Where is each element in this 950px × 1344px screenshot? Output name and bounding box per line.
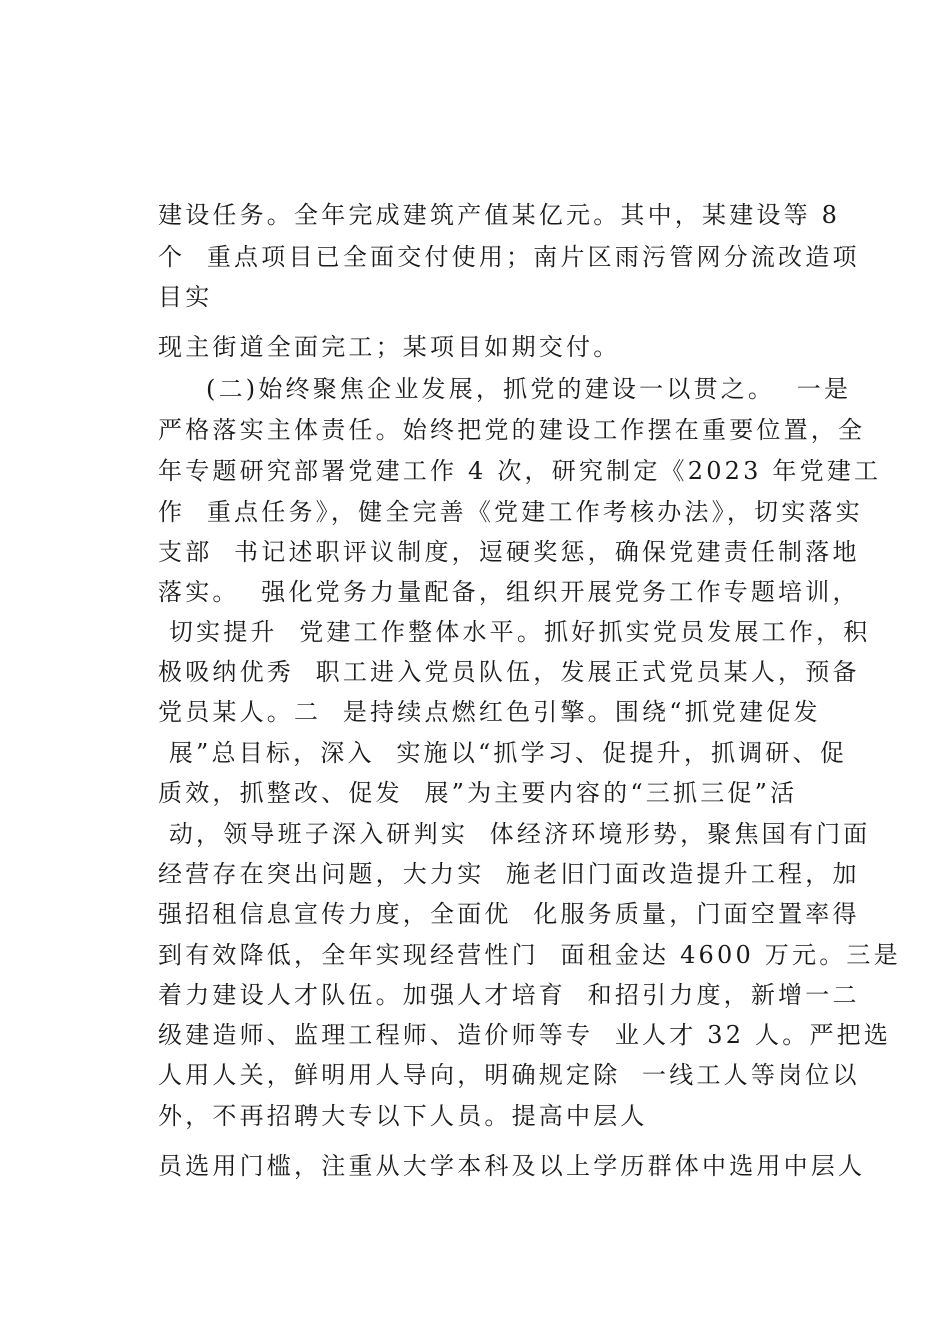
text-line: 动，领导班子深入研判实 体经济环境形势，聚焦国有门面 [158,820,871,848]
text-line: 作 重点任务》，健全完善《党建工作考核办法》，切实落实 [158,498,863,526]
text-line: 员选用门槛，注重从大学本科及以上学历群体中选用中层人 [158,1152,866,1180]
text-line: 人用人关，鲜明用人导向，明确规定除 一线工人等岗位以 [158,1061,860,1089]
text-line: 个 重点项目已全面交付使用；南片区雨污管网分流改造项 [158,243,860,271]
text-line: 支部 书记述职评议制度，逗硬奖惩，确保党建责任制落地 [158,538,860,566]
text-line: (二)始终聚焦企业发展，抓党的建设一以贯之。 一是 [206,375,852,403]
text-line: 严格落实主体责任。始终把党的建设工作摆在重要位置，全 [158,416,866,444]
text-line: 级建造师、监理工程师、造价师等专 业人才 32 人。严把选 [158,1021,892,1049]
text-line: 外，不再招聘大专以下人员。提高中层人 [158,1102,648,1130]
text-line: 目实 [158,283,213,311]
text-line: 落实。 强化党务力量配备，组织开展党务工作专题培训， [158,578,860,606]
text-line: 切实提升 党建工作整体水平。抓好抓实党员发展工作，积 [158,618,871,646]
text-line: 展”总目标，深入 实施以“抓学习、促提升，抓调研、促 [158,739,848,767]
text-line: 年专题研究部署党建工作 4 次，研究制定《2023 年党建工 [158,457,882,485]
text-line: 经营存在突出问题，大力实 施老旧门面改造提升工程，加 [158,860,860,888]
text-line: 质效，抓整改、促发 展”为主要内容的“三抓三促”活 [158,779,798,807]
text-line: 极吸纳优秀 职工进入党员队伍，发展正式党员某人，预备 [158,658,860,686]
text-line: 到有效降低，全年实现经营性门 面租金达 4600 万元。三是 [158,941,901,969]
text-line: 建设任务。全年完成建筑产值某亿元。其中，某建设等 8 [158,201,841,229]
text-line: 党员某人。二 是持续点燃红色引擎。围绕“抓党建促发 [158,698,821,726]
text-line: 现主街道全面完工；某项目如期交付。 [158,333,621,361]
text-line: 强招租信息宣传力度，全面优 化服务质量，门面空置率得 [158,900,860,928]
text-line: 着力建设人才队伍。加强人才培育 和招引力度，新增一二 [158,981,860,1009]
